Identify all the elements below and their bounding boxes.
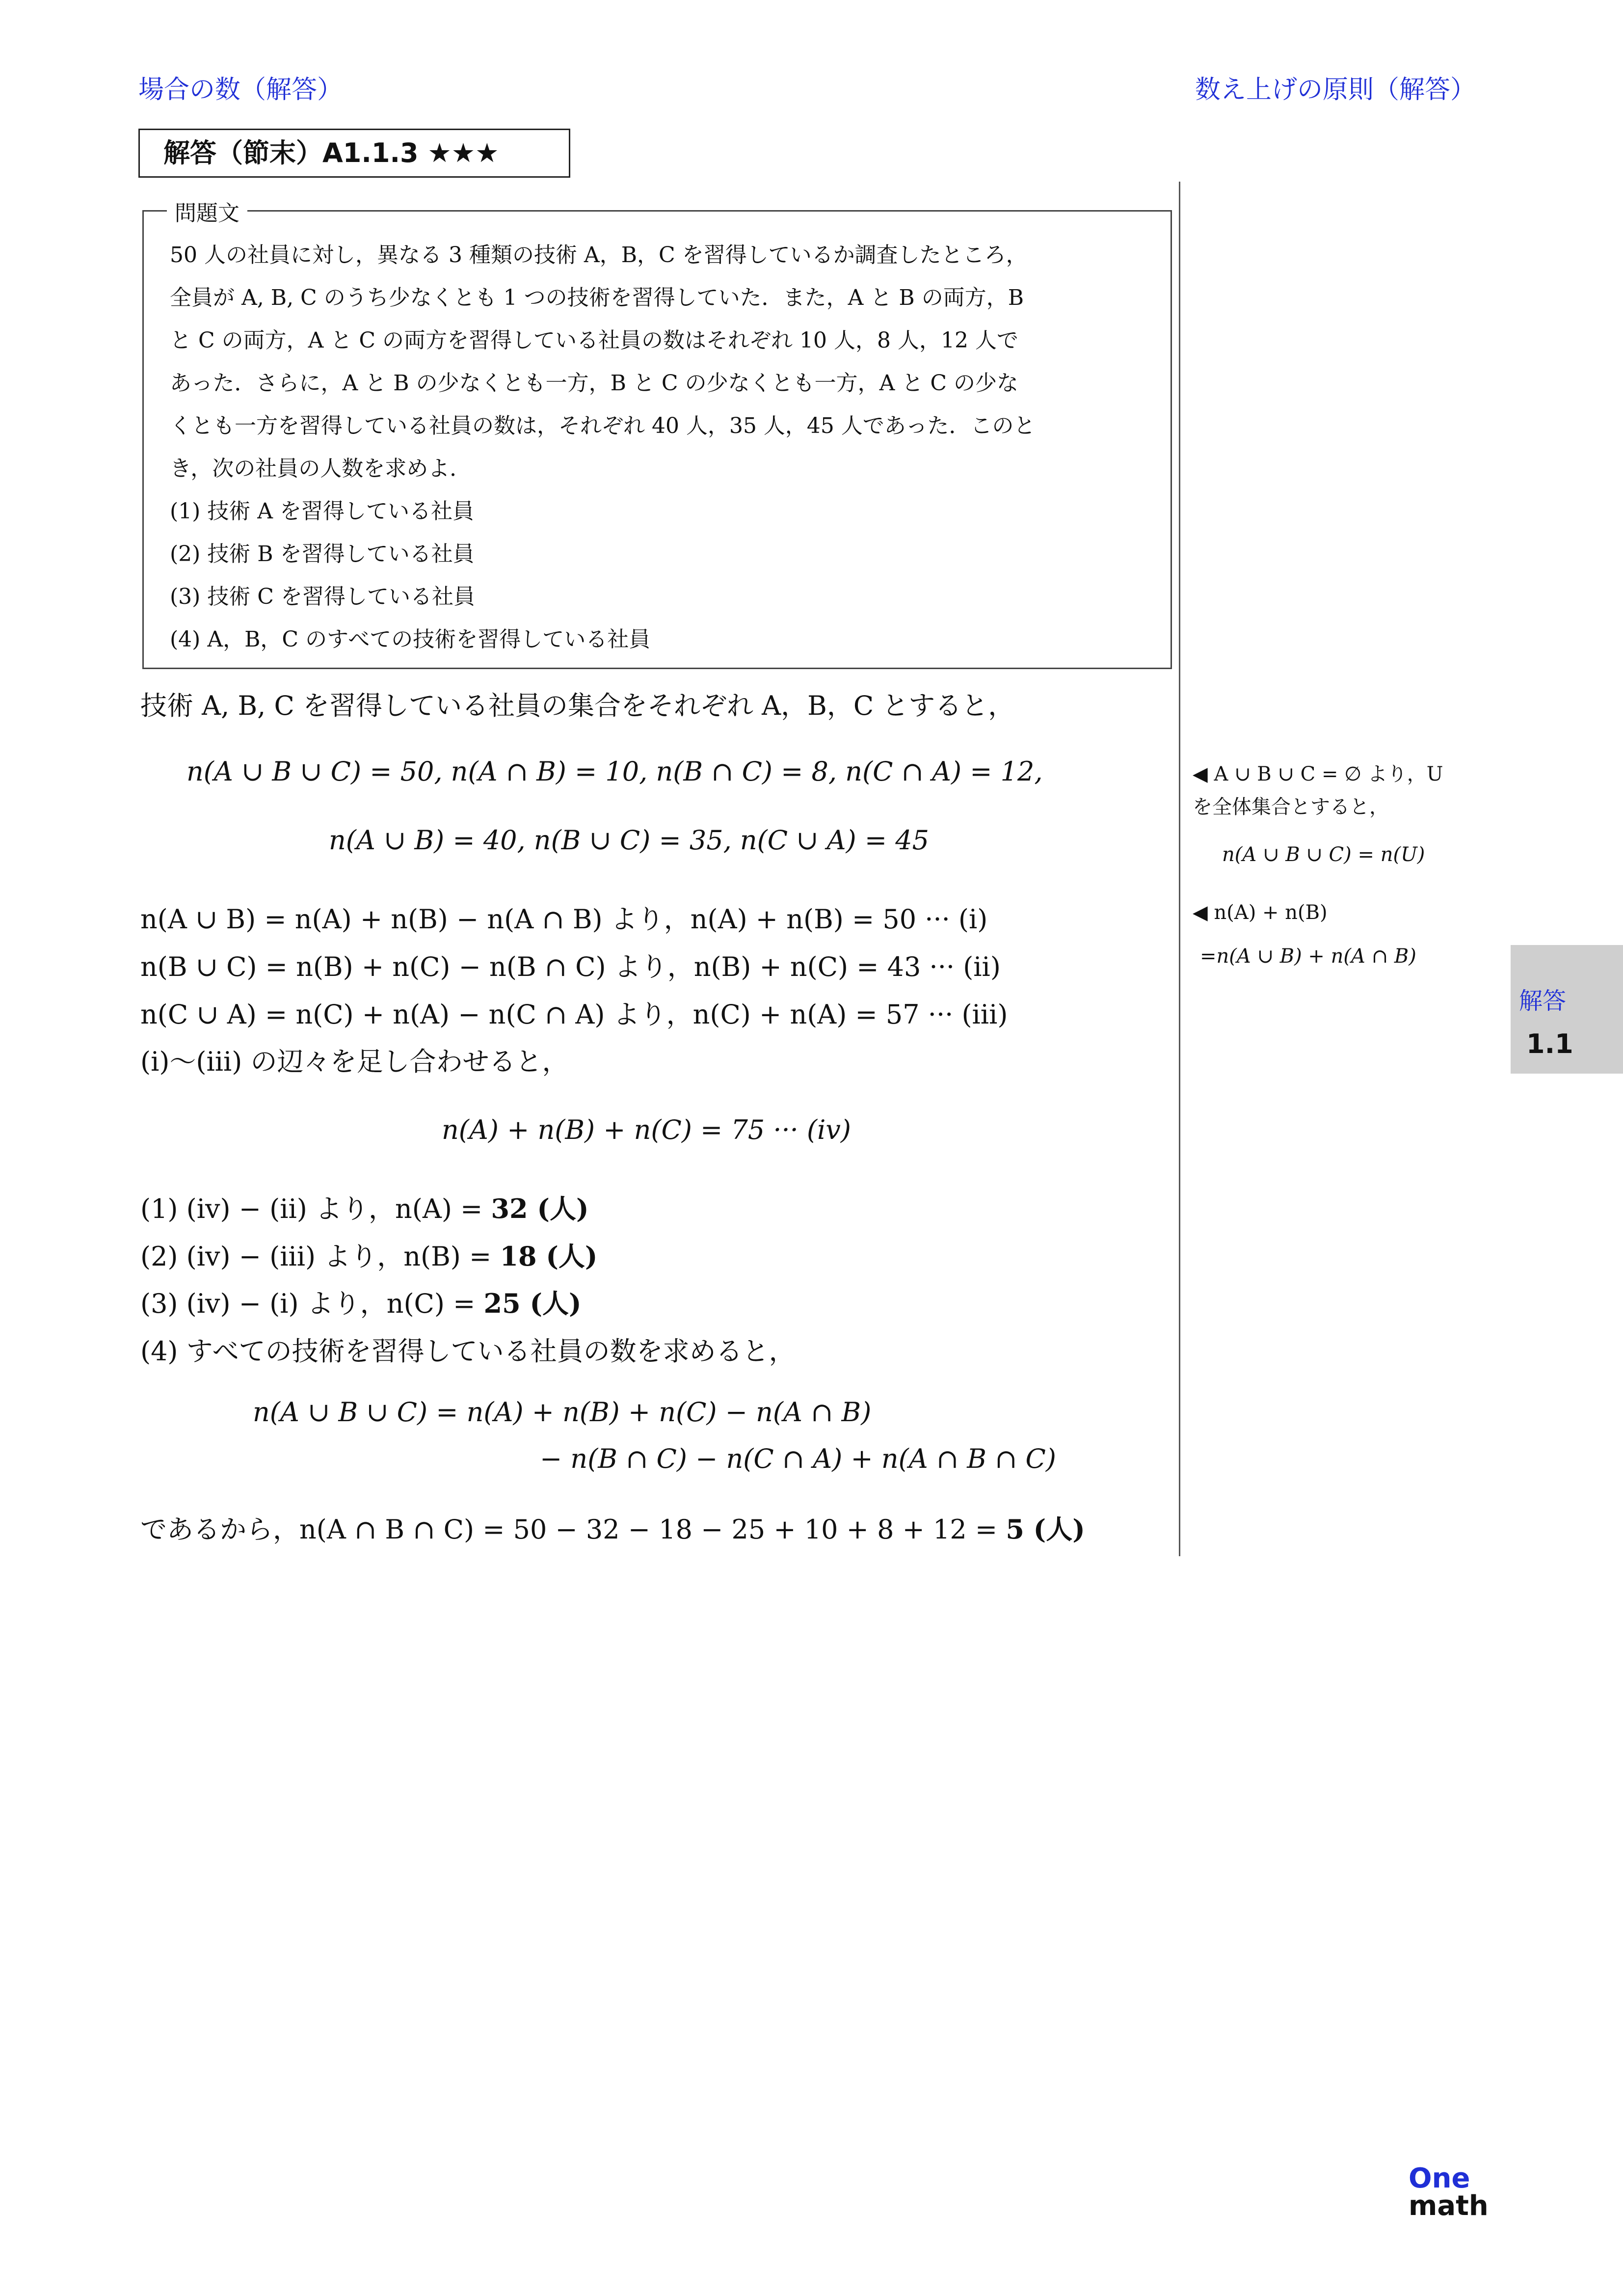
sum-equation: n(A) + n(B) + n(C) = 75 ··· (iv)	[442, 1114, 851, 1145]
sidenote-2-line-2: =n(A ∪ B) + n(A ∩ B)	[1200, 945, 1416, 968]
sum-intro: (i)〜(iii) の辺々を足し合わせると，	[140, 1046, 569, 1077]
sidenote-1-line-2: を全体集合とすると，	[1193, 796, 1389, 818]
problem-text	[170, 234, 1151, 661]
answer-3-value: 25 (人)	[483, 1288, 582, 1319]
equation-ii: n(B ∪ C) = n(B) + n(C) − n(B ∩ C) より，n(B) + n(C) = 43 ··· (ii)	[140, 951, 1001, 982]
margin-divider	[1179, 182, 1180, 1556]
answer-3	[140, 1283, 582, 1321]
sidenote-1-line-1: ◀ A ∪ B ∪ C = ∅ より，U	[1193, 763, 1443, 785]
solution-intro: 技術 A, B, C を習得している社員の集合をそれぞれ A，B，C とすると，	[140, 690, 1015, 721]
chapter-tab-label: 解答	[1519, 987, 1567, 1015]
header-right: 数え上げの原則（解答）	[1195, 75, 1476, 105]
inclusion-exclusion-line-1: n(A ∪ B ∪ C) = n(A) + n(B) + n(C) − n(A ∩ B)	[253, 1397, 872, 1428]
chapter-tab-number: 1.1	[1526, 1028, 1573, 1059]
problem-line: くとも一方を習得している社員の数は，それぞれ 40 人，35 人，45 人であった．このと	[170, 413, 1036, 438]
answer-1-value: 32 (人)	[491, 1193, 589, 1224]
answer-2-text: (2) (iv) − (iii) より，n(B) =	[140, 1241, 500, 1272]
answer-4-intro: (4) すべての技術を習得している社員の数を求めると，	[140, 1336, 796, 1367]
final-answer-text: であるから，n(A ∩ B ∩ C) = 50 − 32 − 18 − 25 + 10 + 8 + 12 =	[140, 1514, 1006, 1545]
answer-3-text: (3) (iv) − (i) より，n(C) =	[140, 1288, 484, 1319]
logo-line-2: math	[1409, 2190, 1489, 2222]
problem-line: と C の両方，A と C の両方を習得している社員の数はそれぞれ 10 人，8 人，12 人で	[170, 328, 1018, 353]
problem-line: (1) 技術 A を習得している社員	[170, 499, 475, 524]
header-left: 場合の数（解答）	[138, 75, 343, 105]
answer-2-value: 18 (人)	[500, 1241, 598, 1272]
final-answer-value: 5 (人)	[1006, 1513, 1085, 1545]
given-equation-1: n(A ∪ B ∪ C) = 50, n(A ∩ B) = 10, n(B ∩ C) = 8, n(C ∩ A) = 12,	[186, 756, 1043, 787]
problem-line: あった．さらに，A と B の少なくとも一方，B と C の少なくとも一方，A と C の少な	[170, 371, 1018, 396]
problem-line: 全員が A, B, C のうち少なくとも 1 つの技術を習得していた．また，A と B の両方，B	[170, 285, 1024, 310]
answer-2	[140, 1236, 597, 1273]
section-title: 解答（節末）A1.1.3 ★★★	[138, 129, 570, 178]
answer-1	[140, 1188, 589, 1226]
logo-line-1: One	[1409, 2162, 1470, 2194]
given-equation-2: n(A ∪ B) = 40, n(B ∪ C) = 35, n(C ∪ A) = 45	[329, 825, 929, 856]
problem-label: 問題文	[167, 195, 247, 227]
problem-line: 50 人の社員に対し，異なる 3 種類の技術 A，B，C を習得しているか調査したところ，	[170, 243, 1028, 268]
sidenote-1-line-3: n(A ∪ B ∪ C) = n(U)	[1222, 843, 1425, 866]
equation-iii: n(C ∪ A) = n(C) + n(A) − n(C ∩ A) より，n(C) + n(A) = 57 ··· (iii)	[140, 999, 1008, 1030]
problem-line: (3) 技術 C を習得している社員	[170, 584, 475, 609]
answer-1-text: (1) (iv) − (ii) より，n(A) =	[140, 1193, 491, 1224]
problem-line: き，次の社員の人数を求めよ．	[170, 456, 472, 481]
final-answer	[140, 1509, 1085, 1546]
equation-i: n(A ∪ B) = n(A) + n(B) − n(A ∩ B) より，n(A) + n(B) = 50 ··· (i)	[140, 904, 988, 935]
sidenote-2-line-1: ◀ n(A) + n(B)	[1193, 901, 1328, 924]
problem-line: (2) 技術 B を習得している社員	[170, 541, 475, 567]
inclusion-exclusion-line-2: − n(B ∩ C) − n(C ∩ A) + n(A ∩ B ∩ C)	[540, 1443, 1056, 1474]
problem-line: (4) A，B，C のすべての技術を習得している社員	[170, 627, 651, 652]
onemath-logo	[1409, 2162, 1489, 2222]
